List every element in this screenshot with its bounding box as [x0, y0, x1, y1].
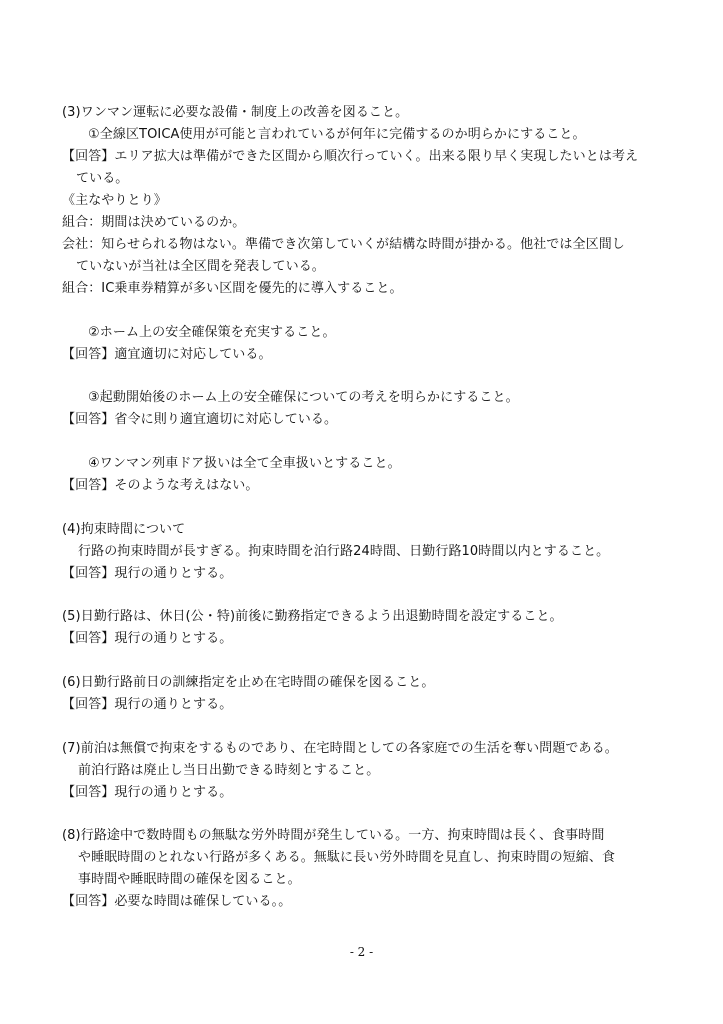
exchange-company-1-cont: ていないが当社は全区間を発表している。 [76, 259, 325, 274]
item-2-request: ②ホーム上の安全確保策を充実すること。 [88, 325, 336, 340]
section-7-request: (7)前泊は無償で拘束をするものであり、在宅時間としての各家庭での生活を奪い問題である。 [62, 741, 618, 756]
item-1-request: ①全線区TOICA使用が可能と言われているが何年に完備するのか明らかにすること。 [88, 127, 586, 142]
section-6-answer: 【回答】現行の通りとする。 [62, 697, 233, 712]
section-5-request: (5)日勤行路は、休日(公・特)前後に勤務指定できるよう出退勤時間を設定すること。 [62, 609, 563, 624]
section-6-request: (6)日勤行路前日の訓練指定を止め在宅時間の確保を図ること。 [62, 675, 435, 690]
item-3-request: ③起動開始後のホーム上の安全確保についての考えを明らかにすること。 [88, 390, 519, 405]
section-5-answer: 【回答】現行の通りとする。 [62, 631, 233, 646]
exchange-union-2: 組合：IC乗車券精算が多い区間を優先的に導入すること。 [62, 281, 403, 296]
section-7-request-cont: 前泊行路は廃止し当日出勤できる時刻とすること。 [78, 763, 380, 778]
section-4-request: 行路の拘束時間が長すぎる。拘束時間を泊行路24時間、日勤行路10時間以内とすること。 [78, 544, 610, 559]
exchange-union-1: 組合：期間は決めているのか。 [62, 215, 246, 230]
section-7-answer: 【回答】現行の通りとする。 [62, 785, 233, 800]
section-8-request-cont-2: 事時間や睡眠時間の確保を図ること。 [78, 872, 301, 887]
exchange-company-1: 会社：知らせられる物はない。準備でき次第していくが結構な時間が掛かる。他社では全区間し [62, 237, 625, 252]
section-8-request: (8)行路途中で数時間もの無駄な労外時間が発生している。一方、拘束時間は長く、食事時間 [62, 828, 605, 843]
item-3-answer: 【回答】省令に則り適宜適切に対応している。 [62, 412, 338, 427]
item-1-answer: 【回答】エリア拡大は準備ができた区間から順次行っていく。出来る限り早く実現したいとは考え [62, 149, 639, 164]
item-4-request: ④ワンマン列車ドア扱いは全て全車扱いとすること。 [88, 456, 401, 471]
section-4-heading: (4)拘束時間について [62, 522, 186, 537]
section-8-answer: 【回答】必要な時間は確保している。。 [62, 894, 292, 909]
item-2-answer: 【回答】適宜適切に対応している。 [62, 347, 272, 362]
exchange-heading: 《主なやりとり》 [62, 193, 167, 208]
section-4-answer: 【回答】現行の通りとする。 [62, 566, 233, 581]
section-8-request-cont-1: や睡眠時間のとれない行路が多くある。無駄に長い労外時間を見直し、拘束時間の短縮、食 [78, 850, 616, 865]
page-number: - 2 - [349, 945, 374, 959]
section-3-heading: (3)ワンマン運転に必要な設備・制度上の改善を図ること。 [62, 105, 409, 120]
item-4-answer: 【回答】そのような考えはない。 [62, 478, 259, 493]
item-1-answer-cont: ている。 [76, 171, 129, 186]
